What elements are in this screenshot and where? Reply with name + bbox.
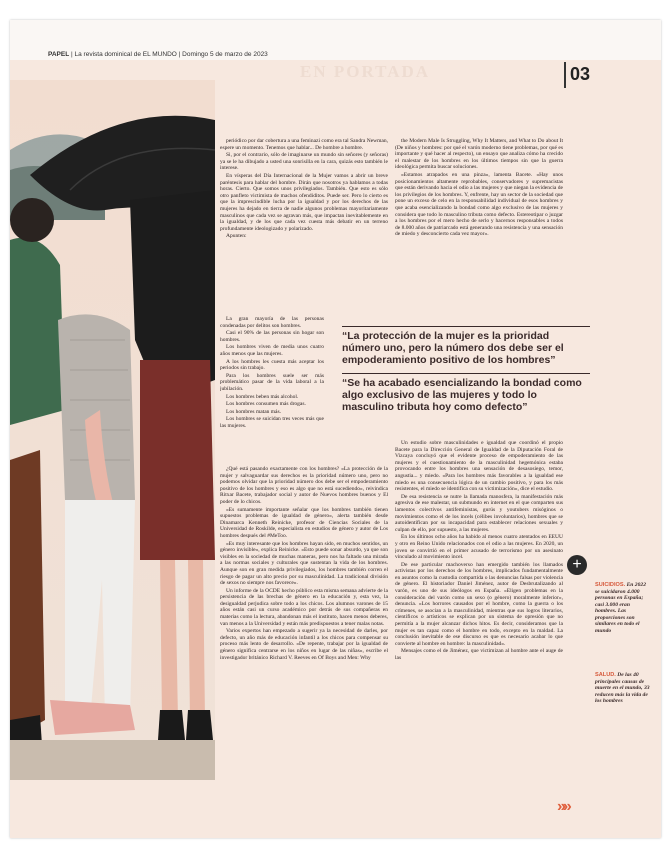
list-item: Los hombres matan más. bbox=[226, 408, 281, 415]
section-tag: EN PORTADA bbox=[300, 62, 431, 81]
paragraph: En los últimos ocho años ha habido al menos cuatro atentados en EEUU y otro en Reino Unido relacionados con el odio a las mujeres. En 2020, un joven se convirtió en el primer acusado de terrorismo por un asesinato vinculado al movimiento incel. bbox=[395, 534, 563, 561]
paragraph: De esa resistencia se nutre la llamada manosfera, la manifestación más agresiva de ese malestar, un submundo en internet en el que comparten sus lamentos colectivos antifeministas, gurús y youtubers misóginos o movimientos como el de los incels (célibes involuntarios), hombres que se autoidentifican por su incapacidad para establecer relaciones sexuales y culpan de ello, por supuesto, a las mujeres. bbox=[395, 493, 563, 533]
column-1-top bbox=[220, 138, 388, 316]
paragraph: «Es muy interesante que los hombres hayan sido, en muchos sentidos, un género invisible», explica Reinicke. «Esto puede sonar absurdo, ya que son visibles en la sociedad de muchas maneras, pero nos ha faltado una mirada a las normas sociales y culturales que sustentan la vida de los hombres. Aunque son en gran medida privilegiados, los hombres también corren el riesgo de pagar un alto precio por su masculinidad. La tradicional división de sexos no siempre nos favorece». bbox=[220, 540, 388, 587]
paragraph: the Modern Male Is Struggling, Why It Matters, and What to Do about It (De niños y hombres: por qué el varón moderno tiene problemas, por qué es importante y qué hacer al respecto), un ensayo que analiza cómo ha crecido el malestar de los hombres en los últimos tiempos sin que la guerra ideológica permita buscar soluciones. bbox=[395, 138, 563, 171]
sidebar-health bbox=[595, 672, 650, 705]
pull-quote-1: “La protección de la mujer es la prioridad número uno, pero la número dos debe ser el empoderamiento positivo de los hombres” bbox=[342, 330, 564, 366]
paragraph: Un estudio sobre masculinidades e igualdad que coordinó el propio Bacete para la Dirección General de Igualdad de la Diputación Foral de Vizcaya concluyó que el evidente proceso de empoderamiento de las mujeres y el cuestionamiento de la masculinidad hegemónica estaba provocando entre los hombres una sensación de desasosiego, temor, angustia... y miedo. «Para los hombres más favorables a la igualdad ese miedo es una consecuencia lógica de un cambio positivo, y para los más resistentes, el miedo se identifica con su victimización», dice el estudio. bbox=[395, 440, 563, 493]
plus-icon: + bbox=[567, 555, 587, 575]
sidebar-text: De las 40 principales causas de muerte en el mundo, 33 reducen más la vida de los hombres bbox=[595, 672, 650, 704]
list-item: Los hombres consumen más drogas. bbox=[226, 401, 306, 408]
paragraph: «Es sumamente importante señalar que los hombres también tienen supuestos problemas de igualdad de género», alerta también desde Dinamarca Kenneth Reinicke, profesor de Ciencias Sociales de la Universidad de Roskilde, especialista en estudios de género y autor de Los hombres después del #MeToo. bbox=[220, 506, 388, 539]
list-item: Los hombres se suicidan tres veces más que las mujeres. bbox=[220, 416, 324, 429]
continue-arrows-icon: »» bbox=[557, 798, 569, 815]
paragraph: ¿Qué está pasando exactamente con los hombres? «La protección de la mujer y salvaguardar sus derechos es la prioridad número uno, pero no podemos olvidar que la prioridad número dos debe ser el empoderamiento positivo de los hombres y eso es algo que no está sucediendo», reivindica Ritxar Bacete, trabajador social y autor de Nuevos hombres buenos y El poder de lo chicos. bbox=[220, 466, 388, 505]
paragraph: De ese particular machoverso han emergido también los llamados activistas por los derechos de los hombres, implicados fundamentalmente en asuntos como la custodia compartida o las denuncias falsas por violencia de género. El historiador Daniel Jiménez, autor de Desbrutalizando al varón, es uno de sus ideólogos en España. «Eligen problemas en la consideración del varón como un sexo (o género) moralmente inferior», denuncia. «Los horrores causados por el hombre, como la guerra o los crímenes, se asocian a la masculinidad, mientras que sus logros literarios, científicos o artísticos se explican por un sistema de opresión que no permitía a la mujer alcanzar dichos hitos. Es decir, consideramos que la mujer es tan capaz como el hombre en todo, excepto en la maldad. La conclusión inevitable de ese discurso es que es necesario acabar lo que convierte al hombre en hombre: la masculinidad». bbox=[395, 561, 563, 647]
paragraph: «Estamos atrapados en una pinza», lamenta Bacete. «Hay unos posicionamientos altamente reprobables, conservadores y supremacistas que están derivando hacia el odio a las mujeres y que niegan la evidencia de los privilegios de los hombres. Y, enfrente, hay un sector de la sociedad que pone un exceso de celo en la responsabilidad individual de esos hombres y que acaba esencializando la bondad como algo exclusivo de las mujeres y considera que todo lo masculino tributa como defecto. Estereotipar o juzgar a los hombres por el mero hecho de serlo y hacernos responsables a todos de 8.000 años de patriarcado está generando una resistencia y una sensación de miedo y desconcierto cada vez mayor». bbox=[395, 171, 563, 238]
list-item: Los hombres beben más alcohol. bbox=[226, 393, 299, 400]
sidebar-suicides bbox=[595, 582, 650, 634]
publication-name: PAPEL bbox=[48, 51, 70, 58]
paragraph: En vísperas del Día Internacional de la Mujer vamos a abrir un breve paréntesis para hablar del hombre. Dirán que nosotros ya hablamos a todas horas. Cierto. Que somos unos privilegiados. También. Que esto es sólo otro panfleto victimista de machos ofendiditos. Puede ser. Pero lo cierto es que la imprescindible lucha por la igualdad y por los derechos de las mujeres ha dejado en tierra de nadie algunos problemas mayoritariamente masculinos que cada vez se agravan más, que impactan inevitablemente en la igualdad, y de los que cada vez cuesta más debatir en un terreno profundamente ideologizado y polarizado. bbox=[220, 172, 388, 232]
list-item: Casi el 90% de las personas sin hogar son hombres. bbox=[220, 330, 324, 343]
paragraph: Si, por el contrario, sólo de imaginarse un mundo sin señores (y señoras) ya se le ha dibujado a usted una sonrisilla en la cara, quizás esto también le interese. bbox=[220, 152, 388, 172]
cover-photo bbox=[10, 80, 215, 780]
column-2-top bbox=[395, 138, 563, 318]
sidebar-keyword: SALUD. bbox=[595, 672, 616, 678]
list-item: La gran mayoría de las personas condenadas por delitos son hombres. bbox=[220, 316, 324, 329]
header-divider bbox=[564, 62, 566, 88]
column-2-bottom bbox=[395, 440, 563, 820]
list-item: Para los hombres suele ser más problemático pasar de la vida laboral a la jubilación. bbox=[220, 372, 324, 392]
paragraph: periódico por dar cobertura a una feminazi como era tal Sandra Newman, espere un momento. Tenemos que hablar... De hombre a hombre. bbox=[220, 138, 388, 151]
list-item: Los hombres viven de media unos cuatro años menos que las mujeres. bbox=[220, 344, 324, 357]
page-number: 03 bbox=[570, 64, 591, 84]
paragraph: Mensajes como el de Jiménez, que victimizan al hombre ante el auge de las bbox=[395, 648, 563, 661]
newspaper-page bbox=[10, 20, 661, 838]
sidebar-text: En 2022 se suicidaron 4.000 personas en España; casi 3.000 eran hombres. Las proporciones son similares en todo el mundo bbox=[595, 582, 646, 634]
column-1-list bbox=[220, 316, 324, 464]
paragraph: Un informe de la OCDE hecho público esta misma semana advierte de la persistencia de las brechas de género en la educación y, esta vez, la desigualdad perjudica sobre todo a los chicos. Los alumnos varones de 15 años están casi un curso académico por detrás de sus compañeras en materias como la lectura, abandonan más el instituto, hacen menos deberes, van menos a la Universidad y están más predispuestos a tener malas notas. bbox=[220, 587, 388, 627]
pull-quote-rule bbox=[342, 326, 590, 327]
column-1-bottom bbox=[220, 466, 388, 821]
pull-quote-2: “Se ha acabado esencializando la bondad como algo exclusivo de las mujeres y todo lo masculino tributa hoy como defecto” bbox=[342, 377, 582, 413]
masthead bbox=[48, 51, 268, 58]
list-item: A los hombres les cuesta más aceptar los periodos sin trabajo. bbox=[220, 358, 324, 372]
publication-byline: | La revista dominical de EL MUNDO | Domingo 5 de marzo de 2023 bbox=[71, 51, 268, 58]
paragraph: Apunten: bbox=[226, 233, 247, 240]
pull-quote-rule bbox=[342, 373, 590, 374]
sidebar-keyword: SUICIDIOS. bbox=[595, 582, 626, 588]
paragraph: Varios expertos han empezado a sugerir ya la necesidad de darles, por defecto, un año más de educación infantil a los chicos para compensar su proceso más lento de desarrollo. «De repente, trabajar por la igualdad de género significa centrarse en los niños en lugar de las niñas», escribe el investigador británico Richard V. Reeves en Of Boys and Men: Why bbox=[220, 628, 388, 661]
